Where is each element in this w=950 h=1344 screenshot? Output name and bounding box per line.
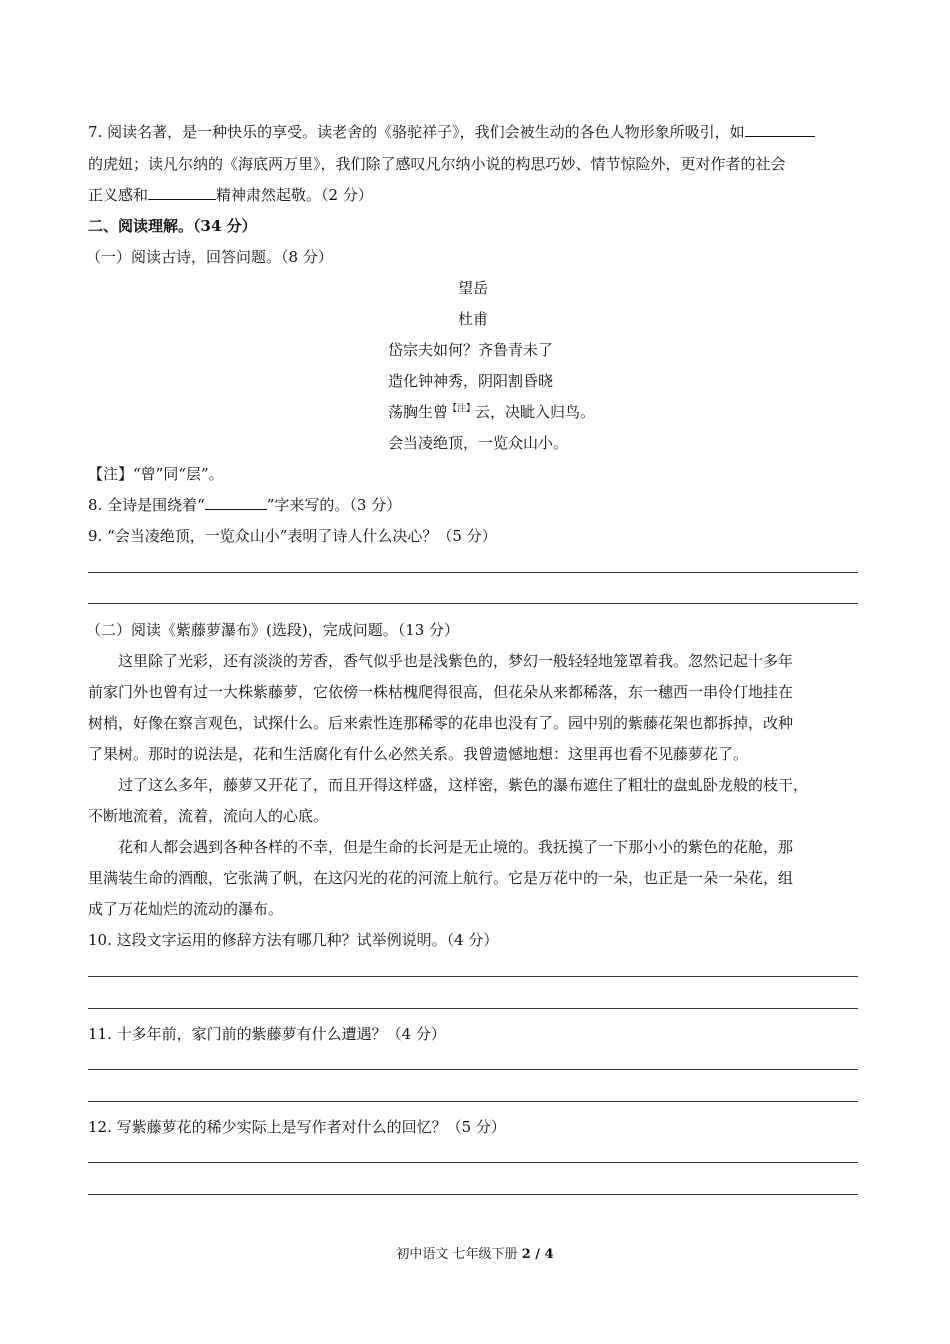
q8-answer-blank[interactable]	[205, 495, 267, 510]
passage-p2-line-2: 不断地流着，流着，流向人的心底。	[88, 807, 329, 825]
q12-answer-line-2[interactable]	[88, 1194, 858, 1195]
q12: 12. 写紫藤萝花的稀少实际上是写作者对什么的回忆？（5 分）	[88, 1118, 506, 1136]
passage-p3-line-1: 花和人都会遇到各种各样的不幸，但是生命的长河是无止境的。我抚摸了一下那小小的紫色的花舱，那	[118, 838, 794, 856]
passage-p1-line-4: 了果树。那时的说法是，花和生活腐化有什么必然关系。我曾遗憾地想：这里再也看不见藤萝花了。	[88, 745, 749, 763]
part-1-intro: （一）阅读古诗，回答问题。（8 分）	[86, 248, 333, 266]
q8: 8. 全诗是围绕着“ ”字来写的。（3 分）	[88, 496, 402, 514]
q7-line-1	[88, 122, 863, 142]
q9-answer-line-2[interactable]	[88, 603, 858, 604]
q10: 10. 这段文字运用的修辞方法有哪几种？试举例说明。（4 分）	[88, 931, 499, 949]
poem-author: 杜甫	[458, 310, 489, 328]
poem-line-4: 会当凌绝顶，一览众山小。	[388, 434, 569, 452]
poem-line-2: 造化钟神秀，阴阳割昏晓	[388, 372, 554, 390]
poem-line-3: 荡胸生曾$^{【注】}$云，决眦入归鸟。	[388, 403, 596, 421]
passage-p1-line-3: 树梢，好像在察言观色，试探什么。后来索性连那稀零的花串也没有了。园中别的紫藤花架也都拆掉，改种	[88, 714, 794, 732]
section-2-title: 二、阅读理解。（34 分）	[88, 217, 257, 235]
q7-text-a: 7. 阅读名著，是一种快乐的享受。读老舍的《骆驼祥子》，我们会被生动的各色人物形象所吸引，如	[88, 123, 745, 141]
note-marker: 【注】	[448, 404, 476, 414]
q12-answer-line-1[interactable]	[88, 1162, 858, 1163]
poem-line-1: 岱宗夫如何？齐鲁青未了	[388, 341, 554, 359]
passage-p2-line-1: 过了这么多年，藤萝又开花了，而且开得这样盛，这样密，紫色的瀑布遮住了粗壮的盘虬卧龙般的枝干，	[118, 776, 809, 794]
passage-p1-line-1: 这里除了光彩，还有淡淡的芳香，香气似乎也是浅紫色的，梦幻一般轻轻地笼罩着我。忽然记起十多年	[118, 652, 794, 670]
q7-answer-blank-2[interactable]	[148, 185, 216, 200]
passage-p1-line-2: 前家门外也曾有过一大株紫藤萝，它依傍一株枯槐爬得很高，但花朵从来都稀落，东一穗西一串伶仃地挂在	[88, 683, 794, 701]
page-number: 2 / 4	[521, 1247, 554, 1262]
q9-answer-line-1[interactable]	[88, 572, 858, 573]
passage-p3-line-3: 成了万花灿烂的流动的瀑布。	[88, 900, 284, 918]
q7-text-c: 正义感和	[88, 186, 149, 204]
q11-answer-line-1[interactable]	[88, 1069, 858, 1070]
poem-title: 望岳	[458, 279, 489, 297]
q7-answer-blank-1[interactable]	[745, 122, 815, 137]
passage-p3-line-2: 里满装生命的酒酿，它张满了帆，在这闪光的花的河流上航行。它是万花中的一朵，也正是一朵一朵花，组	[88, 869, 794, 887]
q11: 11. 十多年前，家门前的紫藤萝有什么遭遇？（4 分）	[88, 1025, 446, 1043]
q7-text-d: 精神肃然起敬。（2 分）	[216, 186, 373, 204]
q9: 9. “会当凌绝顶，一览众山小”表明了诗人什么决心？（5 分）	[88, 527, 497, 545]
q7-line-3	[88, 185, 863, 205]
footer-subject: 初中语文 七年级下册	[396, 1247, 522, 1262]
q10-answer-line-1[interactable]	[88, 976, 858, 977]
poem-note: 【注】“曾”同“层”。	[88, 465, 224, 483]
page-footer	[0, 1246, 950, 1264]
q10-answer-line-2[interactable]	[88, 1008, 858, 1009]
part-2-intro: （二）阅读《紫藤萝瀑布》(选段)，完成问题。（13 分）	[86, 621, 460, 639]
q7-line-2: 的虎妞；读凡尔纳的《海底两万里》，我们除了感叹凡尔纳小说的构思巧妙、情节惊险外，更对作者的社会	[88, 155, 786, 173]
q11-answer-line-2[interactable]	[88, 1101, 858, 1102]
